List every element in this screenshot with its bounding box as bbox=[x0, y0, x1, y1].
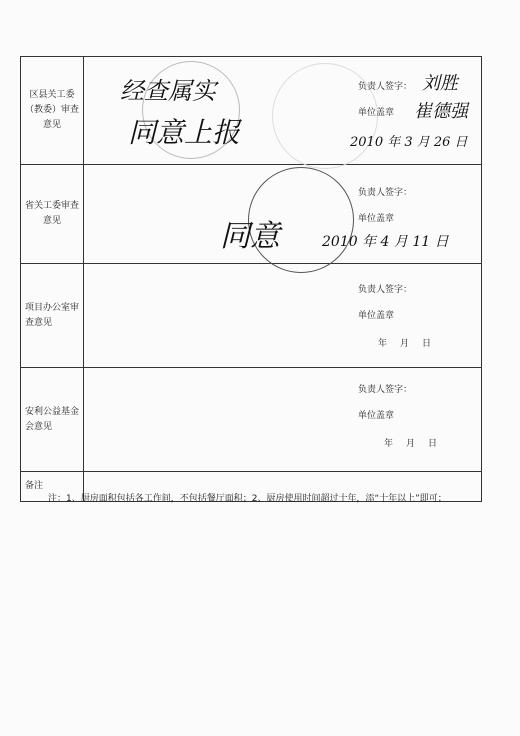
stamp-label: 单位盖章 bbox=[358, 214, 395, 224]
approval-form-table bbox=[20, 56, 482, 502]
sign-label: 负责人签字： bbox=[358, 82, 413, 92]
stamp-label: 单位盖章 bbox=[358, 311, 395, 321]
date-template: 年 月 日 bbox=[378, 339, 434, 349]
handwritten-signature-2: 崔德强 bbox=[414, 101, 468, 122]
sign-label: 负责人签字： bbox=[358, 188, 413, 198]
row-label: 省关工委审查意见 bbox=[21, 165, 84, 264]
opinion-cell bbox=[84, 165, 482, 264]
form-row-province bbox=[21, 165, 482, 264]
row-label: 备注 bbox=[21, 472, 84, 502]
opinion-cell bbox=[84, 264, 482, 368]
opinion-cell bbox=[84, 368, 482, 472]
opinion-cell bbox=[84, 57, 482, 165]
handwritten-date: 2010 年 4 月 11 日 bbox=[322, 234, 449, 250]
handwritten-signature: 刘胜 bbox=[422, 73, 458, 94]
stamp-label: 单位盖章 bbox=[358, 108, 395, 118]
sign-label: 负责人签字： bbox=[358, 385, 413, 395]
form-row-county bbox=[21, 57, 482, 165]
form-row-amway-foundation bbox=[21, 368, 482, 472]
sign-label: 负责人签字： bbox=[358, 285, 413, 295]
handwritten-opinion: 同意 bbox=[220, 219, 280, 254]
date-template: 年 月 日 bbox=[384, 439, 440, 449]
handwritten-opinion-2: 同意上报 bbox=[128, 116, 241, 149]
footnote: 注：1、厨房面积包括各工作间，不包括餐厅面积；2、厨房使用时间超过十年，添“十年以上”即可； bbox=[48, 494, 447, 504]
row-label: 区县关工委（教委）审查意见 bbox=[21, 57, 84, 165]
handwritten-date: 2010 年 3 月 26 日 bbox=[350, 135, 468, 150]
form-row-project-office bbox=[21, 264, 482, 368]
handwritten-opinion: 经查属实 bbox=[120, 77, 216, 105]
stamp-label: 单位盖章 bbox=[358, 411, 395, 421]
row-label: 项目办公室审查意见 bbox=[21, 264, 84, 368]
row-label: 安利公益基金会意见 bbox=[21, 368, 84, 472]
